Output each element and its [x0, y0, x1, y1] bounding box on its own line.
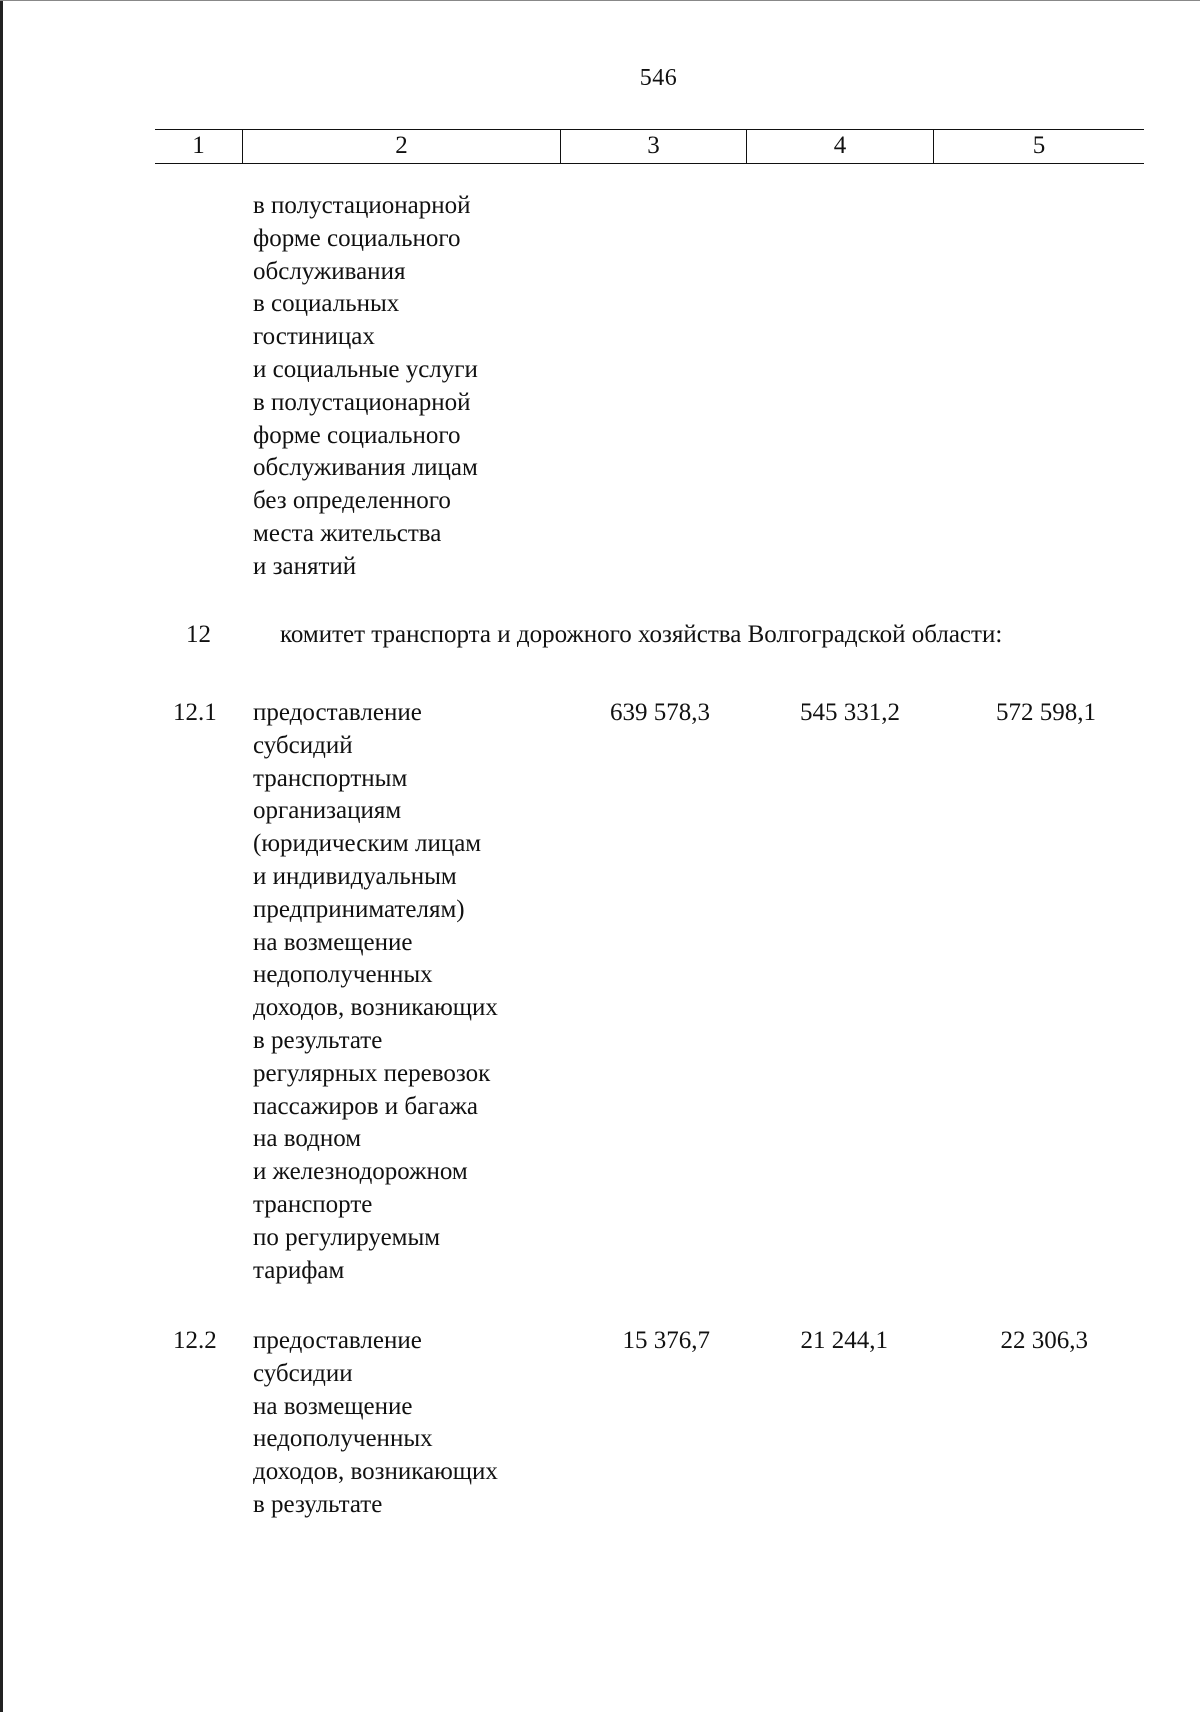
header-col-1: 1	[192, 132, 205, 159]
scan-edge-left	[0, 0, 3, 1712]
header-col-2: 2	[242, 130, 560, 163]
row-value-col5: 22 306,3	[1000, 1327, 1088, 1354]
row-value-col4: 545 331,2	[800, 699, 900, 726]
row-value-col3: 639 578,3	[610, 699, 710, 726]
continuation-text: в полустационарной форме социального обслуживания в социальных гостиницах и социальные услуги в полустационарной форме социального обслуживания лицам без определенного места жительства и занятий	[253, 192, 478, 580]
section-number: 12	[186, 621, 211, 648]
scan-edge-top	[0, 0, 1200, 1]
row-description: предоставление субсидии на возмещение недополученных доходов, возникающих в результате	[253, 1327, 498, 1518]
header-col-5: 5	[933, 130, 1144, 163]
section-title: комитет транспорта и дорожного хозяйства Волгоградской области:	[280, 621, 1003, 648]
header-col-4: 4	[746, 130, 933, 163]
row-value-col5: 572 598,1	[996, 699, 1096, 726]
page-number: 546	[639, 65, 678, 91]
table-header-row	[155, 129, 1144, 164]
row-value-col4: 21 244,1	[800, 1327, 888, 1354]
row-description: предоставление субсидий транспортным организациям (юридическим лицам и индивидуальным предпринимателям) на возмещение недополученных доходов, возникающих в результате регулярных перевозок пассажиров и багажа на водном и железнодорожном транспорте по регулируемым тарифам	[253, 699, 498, 1284]
row-number: 12.2	[173, 1327, 217, 1354]
header-col-3: 3	[560, 130, 746, 163]
row-number: 12.1	[173, 699, 217, 726]
row-value-col3: 15 376,7	[622, 1327, 710, 1354]
